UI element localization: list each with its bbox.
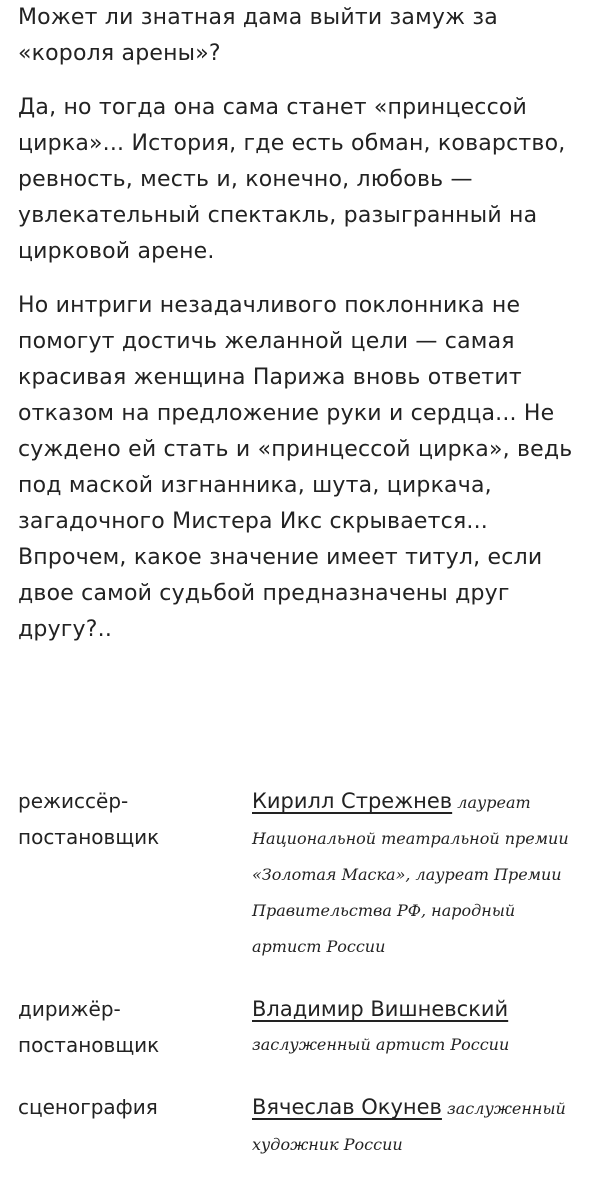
credit-person bbox=[252, 783, 582, 965]
credit-person bbox=[252, 1089, 582, 1163]
credit-role: дирижёр-постановщик bbox=[18, 997, 160, 1057]
credit-row-scenography bbox=[18, 1089, 584, 1163]
description-paragraph: Да, но тогда она сама станет «принцессой цирка»... История, где есть обман, коварство, ревность, месть и, конечно, любовь — увлекательный спектакль, разыгранный на цирковой арене. bbox=[18, 95, 566, 264]
description-paragraph: Но интриги незадачливого поклонника не помогут достичь желанной цели — самая красивая женщина Парижа вновь ответит отказом на предложение руки и сердца... Не суждено ей стать и «принцессой цирка», ведь под маской изгнанника, шута, циркача, загадочного Мистера Икс скрывается... Впрочем, какое значение имеет титул, если двое самой судьбой предназначены друг другу?.. bbox=[18, 293, 573, 642]
description-paragraph: Может ли знатная дама выйти замуж за «короля арены»? bbox=[18, 5, 498, 66]
credit-row-director bbox=[18, 783, 584, 965]
credit-row-conductor bbox=[18, 991, 584, 1063]
person-link-conductor[interactable]: Владимир Вишневский bbox=[252, 997, 509, 1021]
show-description bbox=[18, 0, 584, 666]
person-title: заслуженный художник России bbox=[252, 1099, 566, 1154]
person-title: заслуженный артист России bbox=[252, 1035, 510, 1054]
person-link-scenography[interactable]: Вячеслав Окунев bbox=[252, 1095, 442, 1119]
person-title: лауреат Национальной театральной премии «Золотая Маска», лауреат Премии Правительства РФ, народный артист России bbox=[252, 793, 569, 956]
credits-list bbox=[18, 783, 584, 1189]
credit-person bbox=[252, 991, 582, 1063]
credit-role: режиссёр-постановщик bbox=[18, 789, 160, 849]
credit-role: сценография bbox=[18, 1095, 158, 1119]
person-link-director[interactable]: Кирилл Стрежнев bbox=[252, 789, 453, 813]
